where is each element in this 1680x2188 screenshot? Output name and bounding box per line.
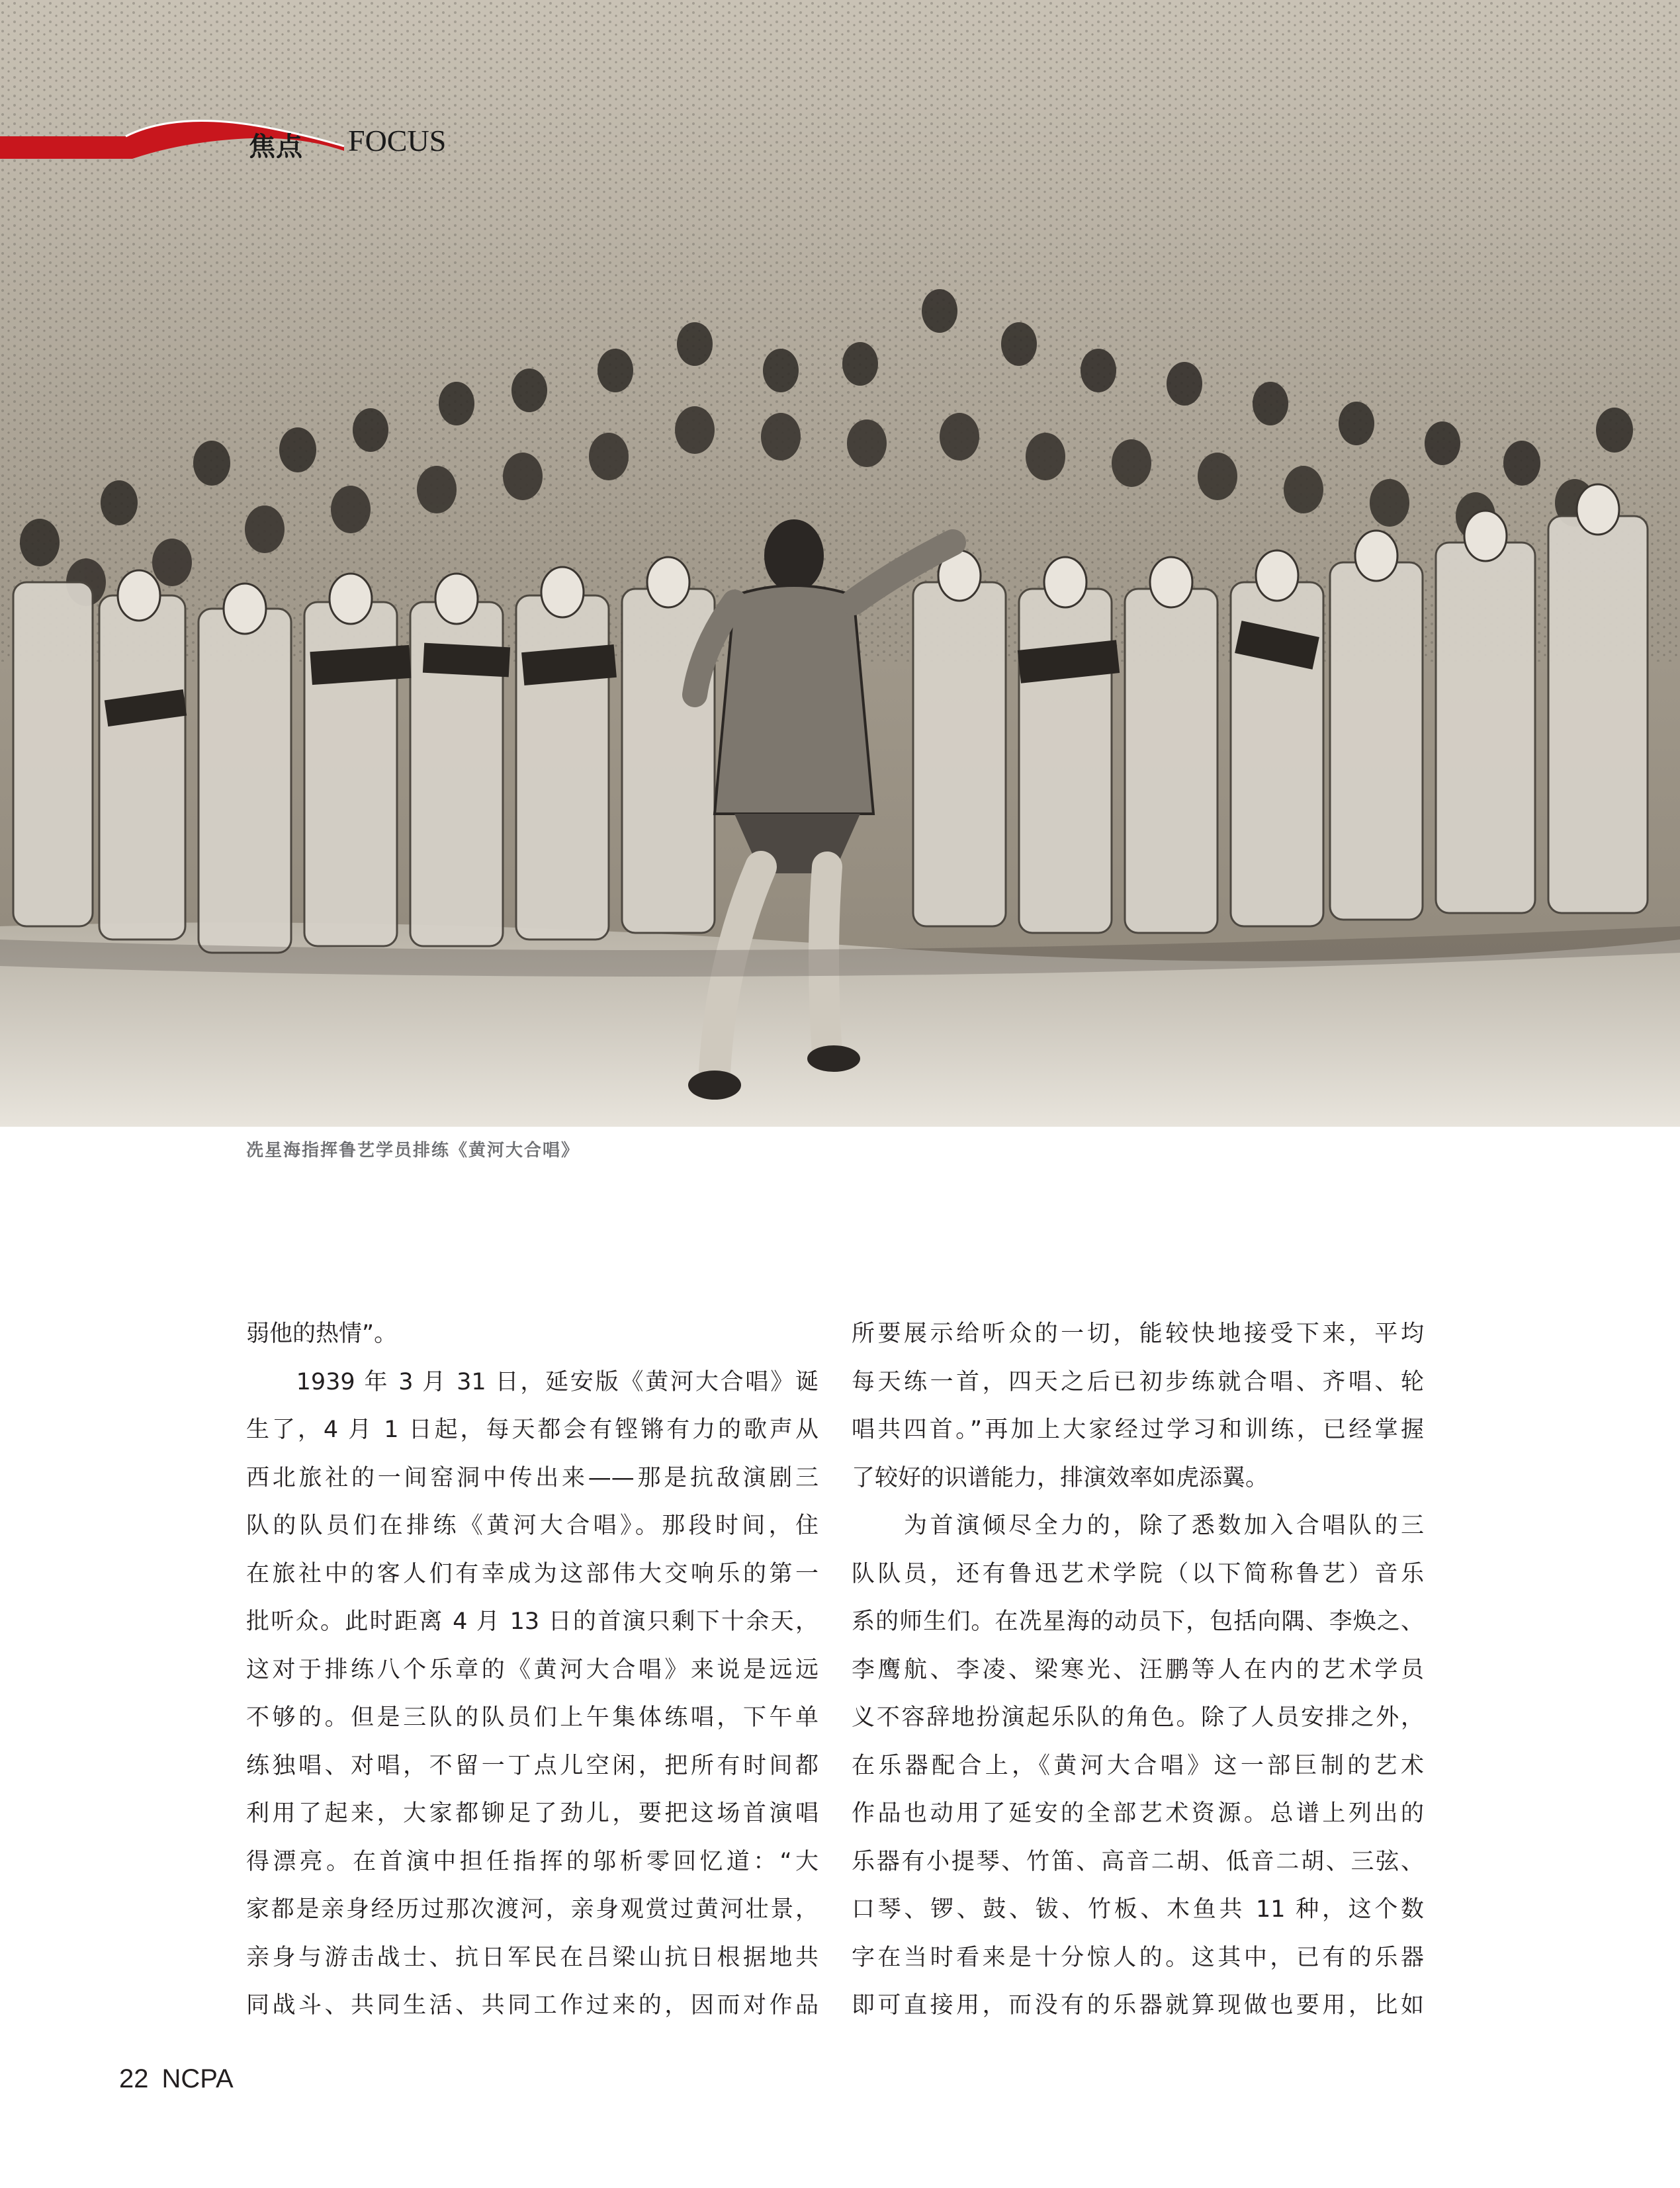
paragraph-line: 乐器有小提琴、竹笛、高音二胡、低音二胡、三弦、 — [852, 1848, 1424, 1875]
paragraph-line: 练独唱、对唱，不留一丁点儿空闲，把所有时间都 — [246, 1752, 818, 1779]
paragraph-line: 作品也动用了延安的全部艺术资源。总谱上列出的 — [852, 1800, 1424, 1827]
paragraph-line: 在乐器配合上，《黄河大合唱》这一部巨制的艺术 — [852, 1752, 1424, 1779]
paragraph-line: 每天练一首，四天之后已初步练就合唱、齐唱、轮 — [852, 1368, 1424, 1395]
paragraph-line: 这对于排练八个乐章的《黄河大合唱》来说是远远 — [246, 1656, 818, 1683]
paragraph-line: 同战斗、共同生活、共同工作过来的，因而对作品 — [246, 1992, 818, 2019]
paragraph-line: 李鹰航、李凌、梁寒光、汪鹏等人在内的艺术学员 — [852, 1656, 1424, 1683]
paragraph-line: 即可直接用，而没有的乐器就算现做也要用，比如 — [852, 1992, 1424, 2019]
page-number: 22 — [119, 2064, 149, 2093]
paragraph-line: 在旅社中的客人们有幸成为这部伟大交响乐的第一 — [246, 1560, 818, 1587]
paragraph-line: 字在当时看来是十分惊人的。这其中，已有的乐器 — [852, 1944, 1424, 1971]
paragraph-line: 得漂亮。在首演中担任指挥的邬析零回忆道：“大 — [246, 1848, 818, 1875]
paragraph-line: 唱共四首。”再加上大家经过学习和训练，已经掌握 — [852, 1417, 1424, 1443]
paragraph-line: 西北旅社的一间窑洞中传出来——那是抗敌演剧三 — [246, 1464, 818, 1491]
section-label-en: FOCUS — [348, 124, 447, 157]
publication-name: NCPA — [161, 2064, 234, 2093]
paragraph-line: 利用了起来，大家都铆足了劲儿，要把这场首演唱 — [246, 1800, 818, 1827]
page-footer — [119, 2064, 247, 2094]
paragraph-line: 1939 年 3 月 31 日，延安版《黄河大合唱》诞 — [246, 1368, 818, 1395]
paragraph-line: 为首演倾尽全力的，除了悉数加入合唱队的三 — [852, 1512, 1424, 1539]
paragraph-line: 生了，4 月 1 日起，每天都会有铿锵有力的歌声从 — [246, 1417, 818, 1443]
paragraph-line: 家都是亲身经历过那次渡河，亲身观赏过黄河壮景， — [246, 1896, 818, 1923]
paragraph-line: 口琴、锣、鼓、钹、竹板、木鱼共 11 种，这个数 — [852, 1896, 1424, 1923]
section-header — [0, 116, 503, 163]
paragraph-line: 弱他的热情”。 — [246, 1321, 398, 1347]
article-left-column — [246, 1310, 818, 2030]
paragraph-line: 义不容辞地扮演起乐队的角色。除了人员安排之外， — [852, 1704, 1424, 1731]
paragraph-line: 批听众。此时距离 4 月 13 日的首演只剩下十余天， — [246, 1608, 818, 1635]
paragraph-line: 亲身与游击战士、抗日军民在吕梁山抗日根据地共 — [246, 1944, 818, 1971]
paragraph-line: 队的队员们在排练《黄河大合唱》。那段时间，住 — [246, 1512, 818, 1539]
paragraph-line: 队队员，还有鲁迅艺术学院（以下简称鲁艺）音乐 — [852, 1560, 1424, 1587]
photo-caption: 冼星海指挥鲁艺学员排练《黄河大合唱》 — [246, 1141, 580, 1160]
paragraph-line: 所要展示给听众的一切，能较快地接受下来，平均 — [852, 1321, 1424, 1347]
paragraph-line: 不够的。但是三队的队员们上午集体练唱，下午单 — [246, 1704, 818, 1731]
paragraph-line: 了较好的识谱能力，排演效率如虎添翼。 — [852, 1464, 1269, 1491]
section-label-cn: 焦点 — [249, 132, 303, 162]
article-right-column — [852, 1310, 1424, 2030]
paragraph-line: 系的师生们。在冼星海的动员下，包括向隅、李焕之、 — [852, 1608, 1424, 1635]
